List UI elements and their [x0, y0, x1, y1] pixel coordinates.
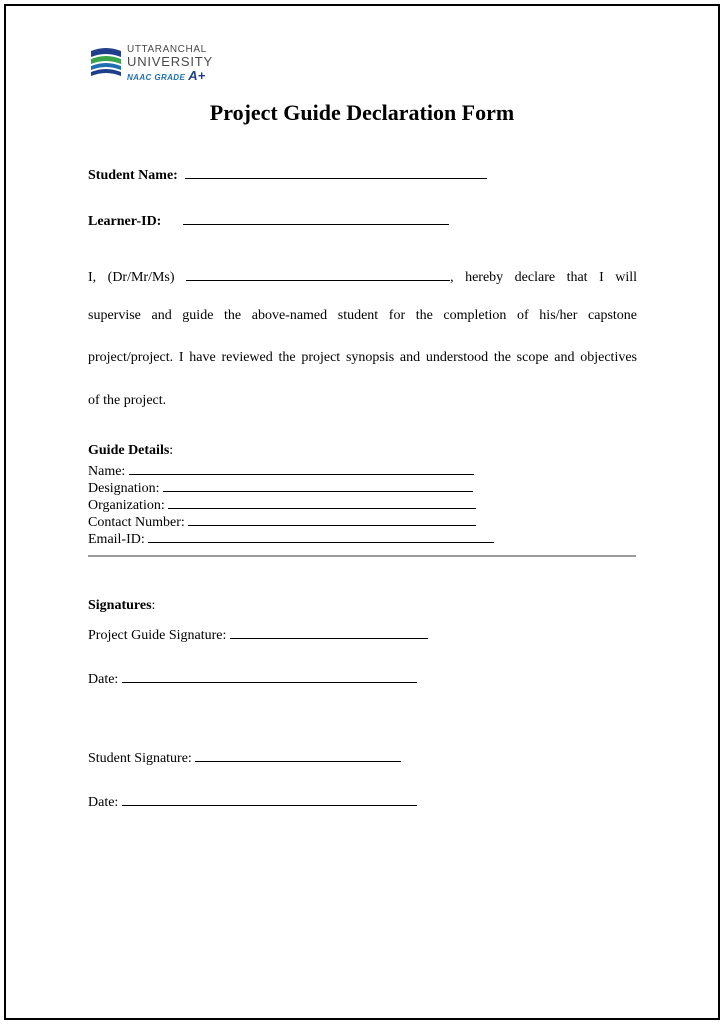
guide-details-heading: [88, 443, 173, 459]
declaration-line-1: [88, 266, 637, 286]
guide-contact-line[interactable]: [188, 511, 476, 526]
learner-id-line[interactable]: [183, 210, 449, 225]
logo-accreditation-text: NAAC GRADE: [127, 73, 186, 82]
guide-contact-label: Contact Number:: [88, 515, 185, 530]
logo-grade: A+: [188, 68, 206, 83]
declaration-prefix: I, (Dr/Mr/Ms): [88, 270, 175, 285]
signatures-heading: [88, 598, 155, 614]
university-emblem-icon: [89, 45, 123, 79]
guide-name-label: Name:: [88, 464, 126, 479]
student-signature-label: Student Signature:: [88, 751, 192, 766]
logo-accreditation: [127, 68, 205, 83]
student-name-line[interactable]: [185, 164, 487, 179]
declaration-suffix: , hereby declare that I will: [450, 270, 638, 285]
guide-organization-line[interactable]: [168, 494, 476, 509]
logo-line-1: UTTARANCHAL: [127, 44, 207, 55]
guide-date-row: [88, 668, 417, 688]
student-date-line[interactable]: [122, 791, 417, 806]
student-date-label: Date:: [88, 795, 119, 810]
logo-line-2: UNIVERSITY: [127, 54, 214, 69]
guide-details-title: Guide Details: [88, 443, 170, 458]
guide-signature-line[interactable]: [230, 624, 428, 639]
declaration-line-3: project/project. I have reviewed the project synopsis and understood the scope and objectives: [88, 350, 637, 365]
guide-date-line[interactable]: [122, 668, 417, 683]
learner-id-label: Learner-ID:: [88, 214, 162, 229]
learner-id-row: [88, 210, 449, 230]
guide-details-colon: :: [169, 443, 174, 458]
guide-date-label: Date:: [88, 672, 119, 687]
declaration-line-2: supervise and guide the above-named student for the completion of his/her capstone: [88, 308, 637, 323]
guide-name-line[interactable]: [186, 266, 450, 281]
signatures-colon: :: [151, 598, 156, 613]
guide-name-field-line[interactable]: [129, 460, 474, 475]
university-logo: [89, 43, 219, 83]
declaration-line-4: of the project.: [88, 393, 167, 408]
guide-signature-label: Project Guide Signature:: [88, 628, 227, 643]
student-date-row: [88, 791, 417, 811]
guide-email-label: Email-ID:: [88, 532, 145, 547]
signatures-title: Signatures: [88, 598, 152, 613]
student-signature-row: [88, 747, 401, 767]
form-title: Project Guide Declaration Form: [209, 100, 515, 125]
guide-designation-line[interactable]: [163, 477, 473, 492]
section-divider: [88, 555, 636, 557]
guide-designation-label: Designation:: [88, 481, 160, 496]
guide-email-line[interactable]: [148, 528, 494, 543]
student-signature-line[interactable]: [195, 747, 401, 762]
guide-organization-label: Organization:: [88, 498, 165, 513]
guide-signature-row: [88, 624, 428, 644]
student-name-row: [88, 164, 487, 184]
guide-email-row: [88, 528, 494, 548]
student-name-label: Student Name:: [88, 168, 178, 183]
